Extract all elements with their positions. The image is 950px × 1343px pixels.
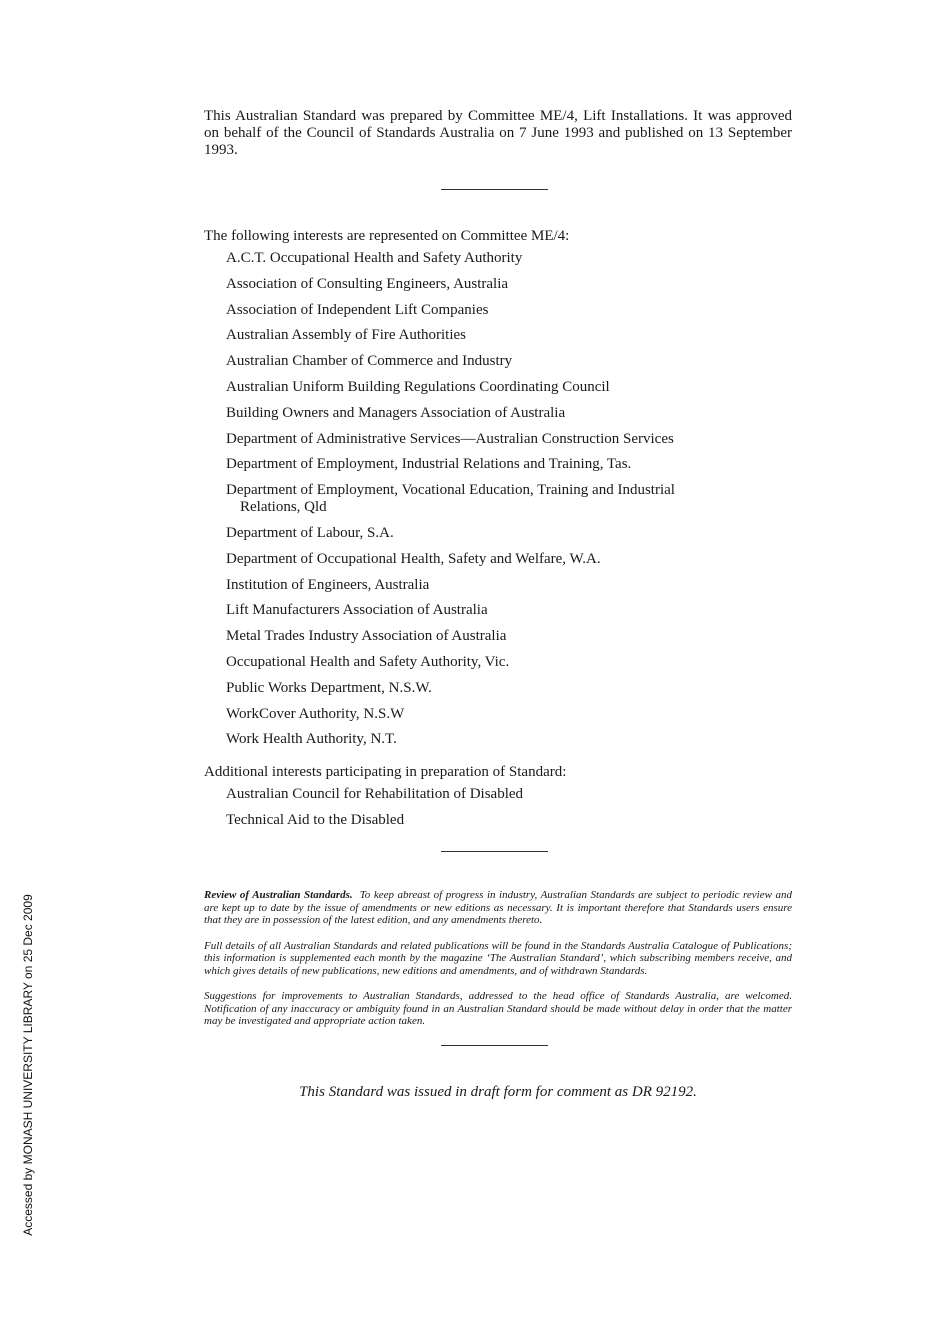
page-content xyxy=(204,108,792,1101)
notes-section xyxy=(204,889,792,1028)
suggestions-note: Suggestions for improvements to Australian Standards, addressed to the head office of Standards Australia, are welcomed. Notification of any inaccuracy or ambiguity found in an Australian Standard should be made without delay in order that the matter may be investigated and appropriate action taken. xyxy=(204,990,792,1028)
additional-member-list xyxy=(226,786,716,829)
list-item: Department of Occupational Health, Safety and Welfare, W.A. xyxy=(226,550,601,567)
list-item: Australian Uniform Building Regulations Coordinating Council xyxy=(226,378,610,395)
list-item: Australian Assembly of Fire Authorities xyxy=(226,327,466,344)
list-item: Association of Independent Lift Companies xyxy=(226,301,489,318)
details-note: Full details of all Australian Standards and related publications will be found in the Standards Australia Catalogue of Publications; this information is supplemented each month by the magazine ‘The Australian Standard’, which subscribing members receive, and which gives details of new publications, new editions and amendments, and of withdrawn Standards. xyxy=(204,939,792,977)
list-item: Association of Consulting Engineers, Australia xyxy=(226,275,509,292)
separator-rule xyxy=(441,851,548,852)
review-text: To keep abreast of progress in industry, Australian Standards are subject to periodic review and are kept up to date by the issue of amendments or new editions as necessary. It is important therefore that Standards users ensure that they are in possession of the latest edition, and any amendments thereto. xyxy=(204,889,792,927)
additional-heading: Additional interests participating in preparation of Standard: xyxy=(204,764,567,781)
list-item: Public Works Department, N.S.W. xyxy=(226,679,432,696)
list-item: Metal Trades Industry Association of Australia xyxy=(226,628,507,645)
list-item: Department of Administrative Services—Australian Construction Services xyxy=(226,430,674,447)
list-item: Building Owners and Managers Association of Australia xyxy=(226,404,566,421)
intro-paragraph: This Australian Standard was prepared by Committee ME/4, Lift Installations. It was approved on behalf of the Council of Standards Australia on 7 June 1993 and published on 13 September 1993. xyxy=(204,108,792,158)
list-item: Department of Labour, S.A. xyxy=(226,524,394,541)
list-item: Work Health Authority, N.T. xyxy=(226,731,397,748)
list-item: Department of Employment, Vocational Education, Training and Industrial Relations, Qld xyxy=(226,482,675,516)
list-item: Occupational Health and Safety Authority, Vic. xyxy=(226,653,510,670)
separator-rule xyxy=(441,189,548,190)
review-title: Review of Australian Standards. xyxy=(204,889,353,902)
list-item: WorkCover Authority, N.S.W xyxy=(226,705,405,722)
list-item: Department of Employment, Industrial Relations and Training, Tas. xyxy=(226,456,632,473)
access-watermark: Accessed by MONASH UNIVERSITY LIBRARY on 25 Dec 2009 xyxy=(21,894,35,1236)
committee-member-list xyxy=(226,250,716,748)
list-item: Australian Council for Rehabilitation of Disabled xyxy=(226,786,524,803)
review-note xyxy=(204,889,792,927)
committee-heading: The following interests are represented on Committee ME/4: xyxy=(204,228,570,244)
list-item: Lift Manufacturers Association of Australia xyxy=(226,602,488,619)
list-item: Technical Aid to the Disabled xyxy=(226,812,405,829)
draft-note: This Standard was issued in draft form for comment as DR 92192. xyxy=(299,1083,697,1100)
list-item: Australian Chamber of Commerce and Industry xyxy=(226,353,513,370)
separator-rule xyxy=(441,1045,548,1046)
list-item: Institution of Engineers, Australia xyxy=(226,576,430,593)
list-item: A.C.T. Occupational Health and Safety Authority xyxy=(226,250,523,266)
